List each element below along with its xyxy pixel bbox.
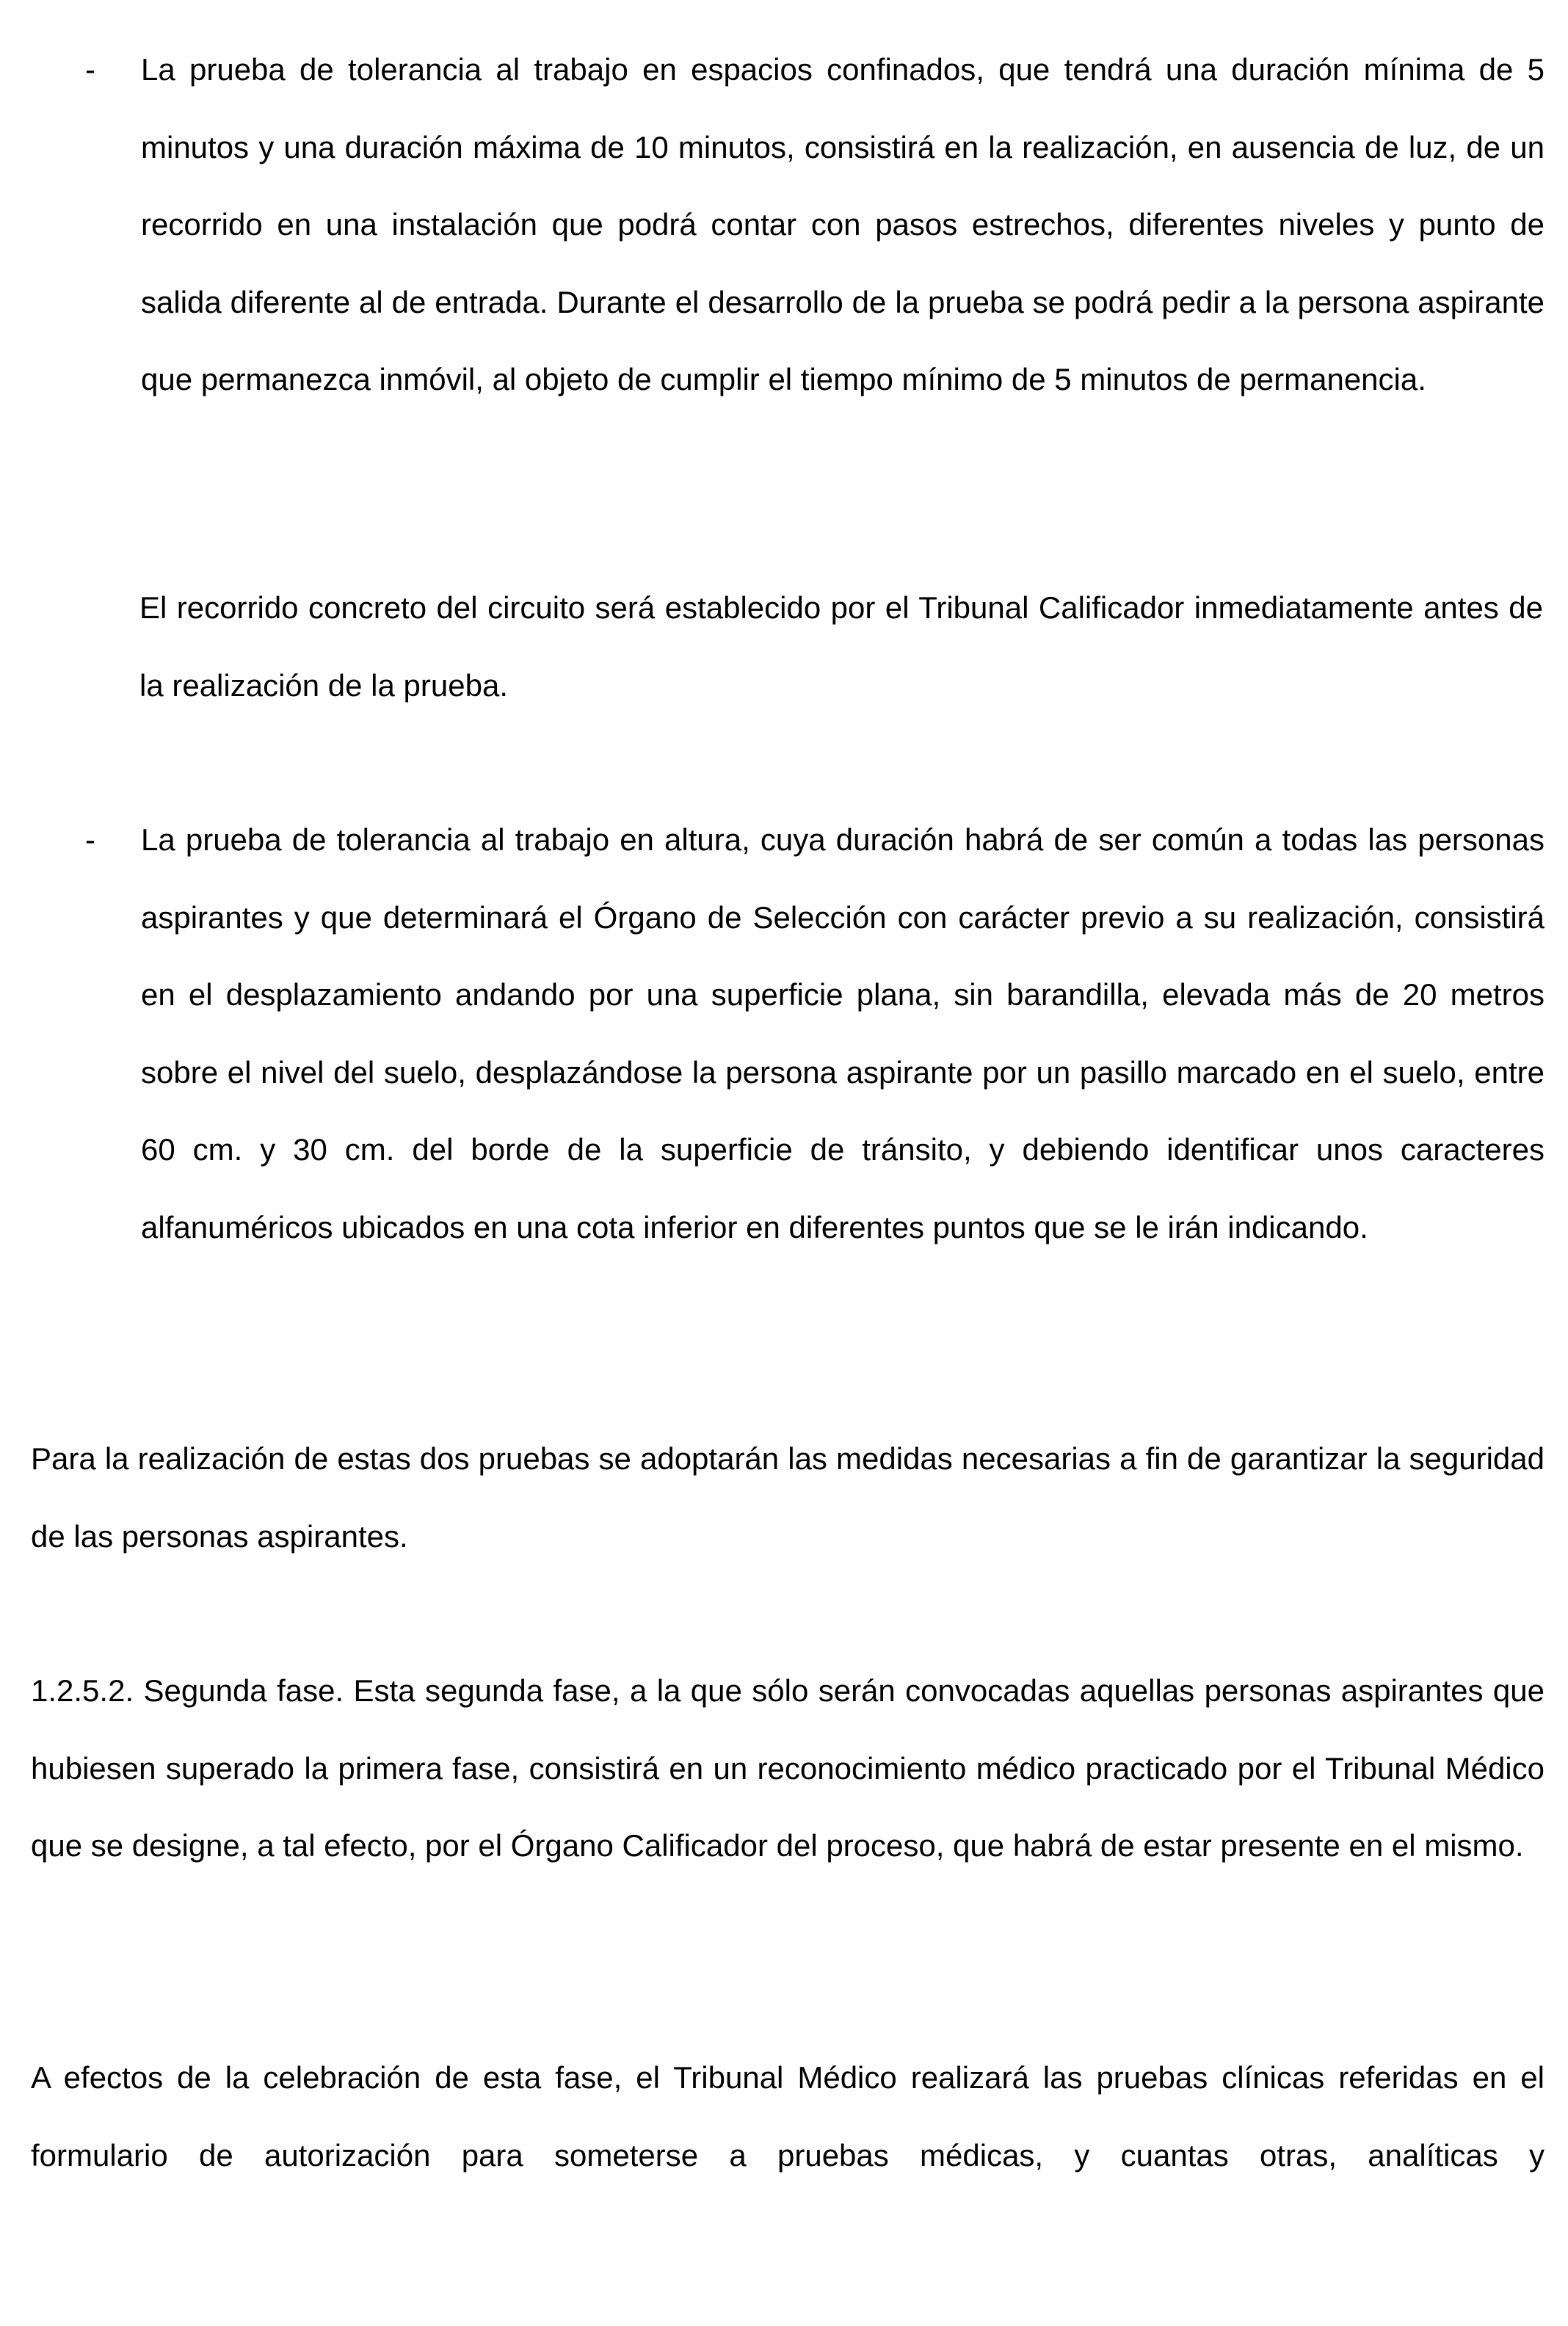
second-phase-paragraph: 1.2.5.2. Segunda fase. Esta segunda fase, a la que sólo serán convocadas aquellas personas aspirantes que hubiesen superado la primera fase, consistirá en un reconocimiento médico practicado por el Tribunal Médico que se designe, a tal efecto, por el Órgano Calificador del proceso, que habrá de estar presente en el mismo. — [31, 1673, 1545, 1863]
bullet-marker-1: - — [85, 52, 95, 87]
bullet-height-work-test: La prueba de tolerancia al trabajo en altura, cuya duración habrá de ser común a todas las personas aspirantes y que determinará el Órgano de Selección con carácter previo a su realización, consistirá en el desplazamiento andando por una superficie plana, sin barandilla, elevada más de 20 metros sobre el nivel del suelo, desplazándose la persona aspirante por un pasillo marcado en el suelo, entre 60 cm. y 30 cm. del borde de la superficie de tránsito, y debiendo identificar unos caracteres alfanuméricos ubicados en una cota inferior en diferentes puntos que se le irán indicando. — [141, 822, 1545, 1244]
medical-tests-paragraph: A efectos de la celebración de esta fase, el Tribunal Médico realizará las pruebas clínicas referidas en el formulario de autorización para someterse a pruebas médicas, y cuantas otras, analíticas y — [31, 2060, 1545, 2173]
bullet-marker-2: - — [85, 822, 95, 857]
safety-paragraph: Para la realización de estas dos pruebas se adoptarán las medidas necesarias a fin de garantizar la seguridad de las personas aspirantes. — [31, 1441, 1545, 1554]
bullet-confined-spaces-test: La prueba de tolerancia al trabajo en espacios confinados, que tendrá una duración mínima de 5 minutos y una duración máxima de 10 minutos, consistirá en la realización, en ausencia de luz, de un recorrido en una instalación que podrá contar con pasos estrechos, diferentes niveles y punto de salida diferente al de entrada. Durante el desarrollo de la prueba se podrá pedir a la persona aspirante que permanezca inmóvil, al objeto de cumplir el tiempo mínimo de 5 minutos de permanencia. — [141, 52, 1545, 396]
circuit-note-paragraph: El recorrido concreto del circuito será establecido por el Tribunal Calificador inmediatamente antes de la realización de la prueba. — [139, 590, 1543, 703]
